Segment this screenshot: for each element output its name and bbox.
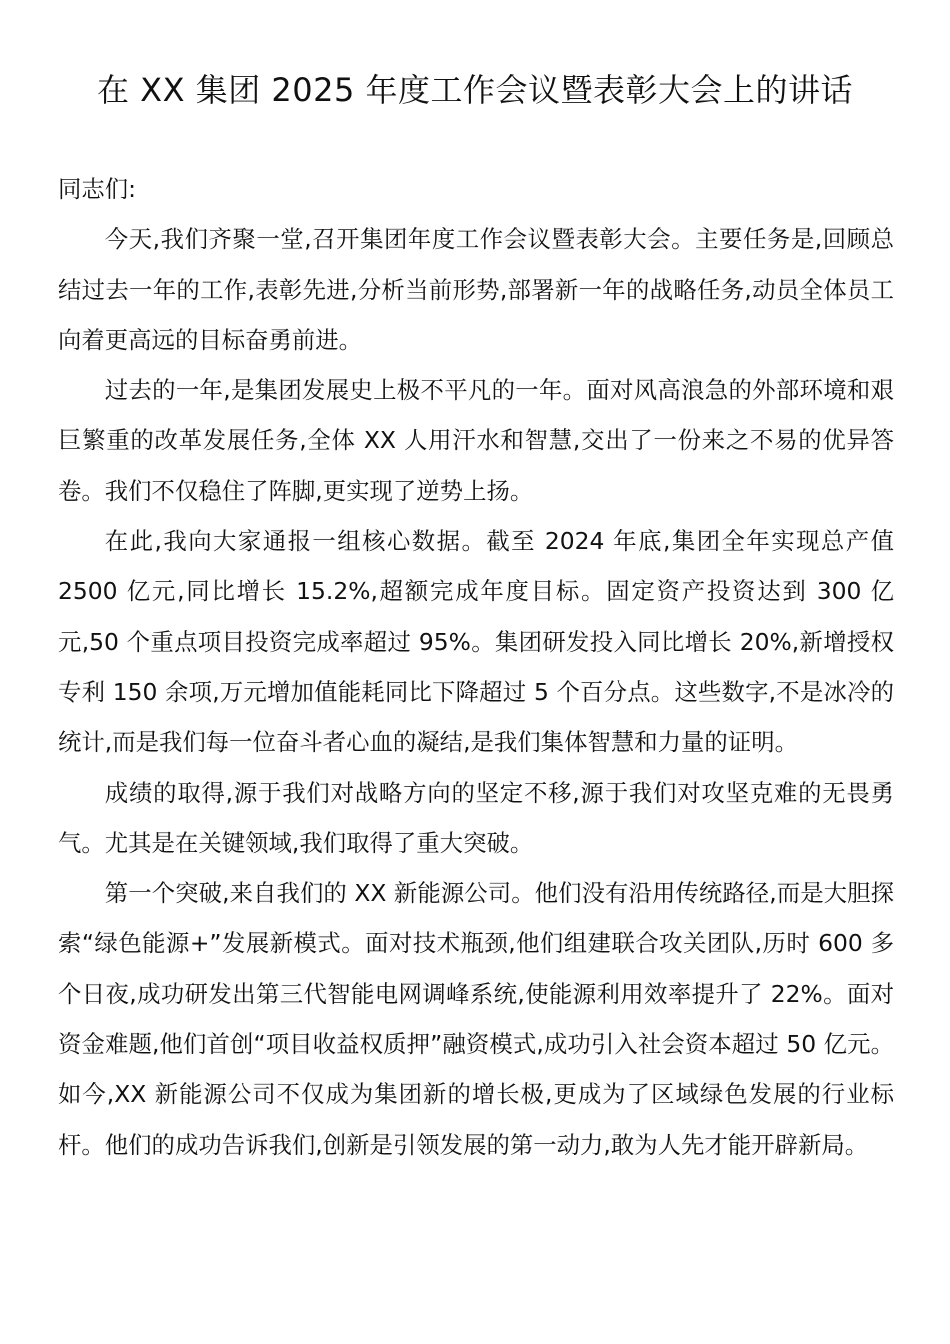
salutation: 同志们: <box>58 175 137 203</box>
paragraph-first-breakthrough: 第一个突破,来自我们的 XX 新能源公司。他们没有沿用传统路径,而是大胆探索“绿色能源+”发展新模式。面对技术瓶颈,他们组建联合攻关团队,历时 600 多个日夜,成功研发出第三代智能电网调峰系统,使能源利用效率提升了 22%。面对资金难题,他们首创“项目收益权质押”融资模式,成功引入社会资本超过 50 亿元。如今,XX 新能源公司不仅成为集团新的增长极,更成为了区域绿色发展的行业标杆。他们的成功告诉我们,创新是引领发展的第一动力,敢为人先才能开辟新局。 <box>58 879 894 1159</box>
paragraph-core-data: 在此,我向大家通报一组核心数据。截至 2024 年底,集团全年实现总产值 2500 亿元,同比增长 15.2%,超额完成年度目标。固定资产投资达到 300 亿元,50 个重点项目投资完成率超过 95%。集团研发投入同比增长 20%,新增授权专利 150 余项,万元增加值能耗同比下降超过 5 个百分点。这些数字,不是冰冷的统计,而是我们每一位奋斗者心血的凝结,是我们集体智慧和力量的证明。 <box>58 527 894 757</box>
paragraph-past-year: 过去的一年,是集团发展史上极不平凡的一年。面对风高浪急的外部环境和艰巨繁重的改革发展任务,全体 XX 人用汗水和智慧,交出了一份来之不易的优异答卷。我们不仅稳住了阵脚,更实现了逆势上扬。 <box>58 376 894 505</box>
paragraph-opening: 今天,我们齐聚一堂,召开集团年度工作会议暨表彰大会。主要任务是,回顾总结过去一年的工作,表彰先进,分析当前形势,部署新一年的战略任务,动员全体员工向着更高远的目标奋勇前进。 <box>58 225 894 354</box>
document-title: 在 XX 集团 2025 年度工作会议暨表彰大会上的讲话 <box>97 71 853 109</box>
paragraph-achievements: 成绩的取得,源于我们对战略方向的坚定不移,源于我们对攻坚克难的无畏勇气。尤其是在关键领域,我们取得了重大突破。 <box>58 778 894 857</box>
speech-body <box>58 164 894 1170</box>
